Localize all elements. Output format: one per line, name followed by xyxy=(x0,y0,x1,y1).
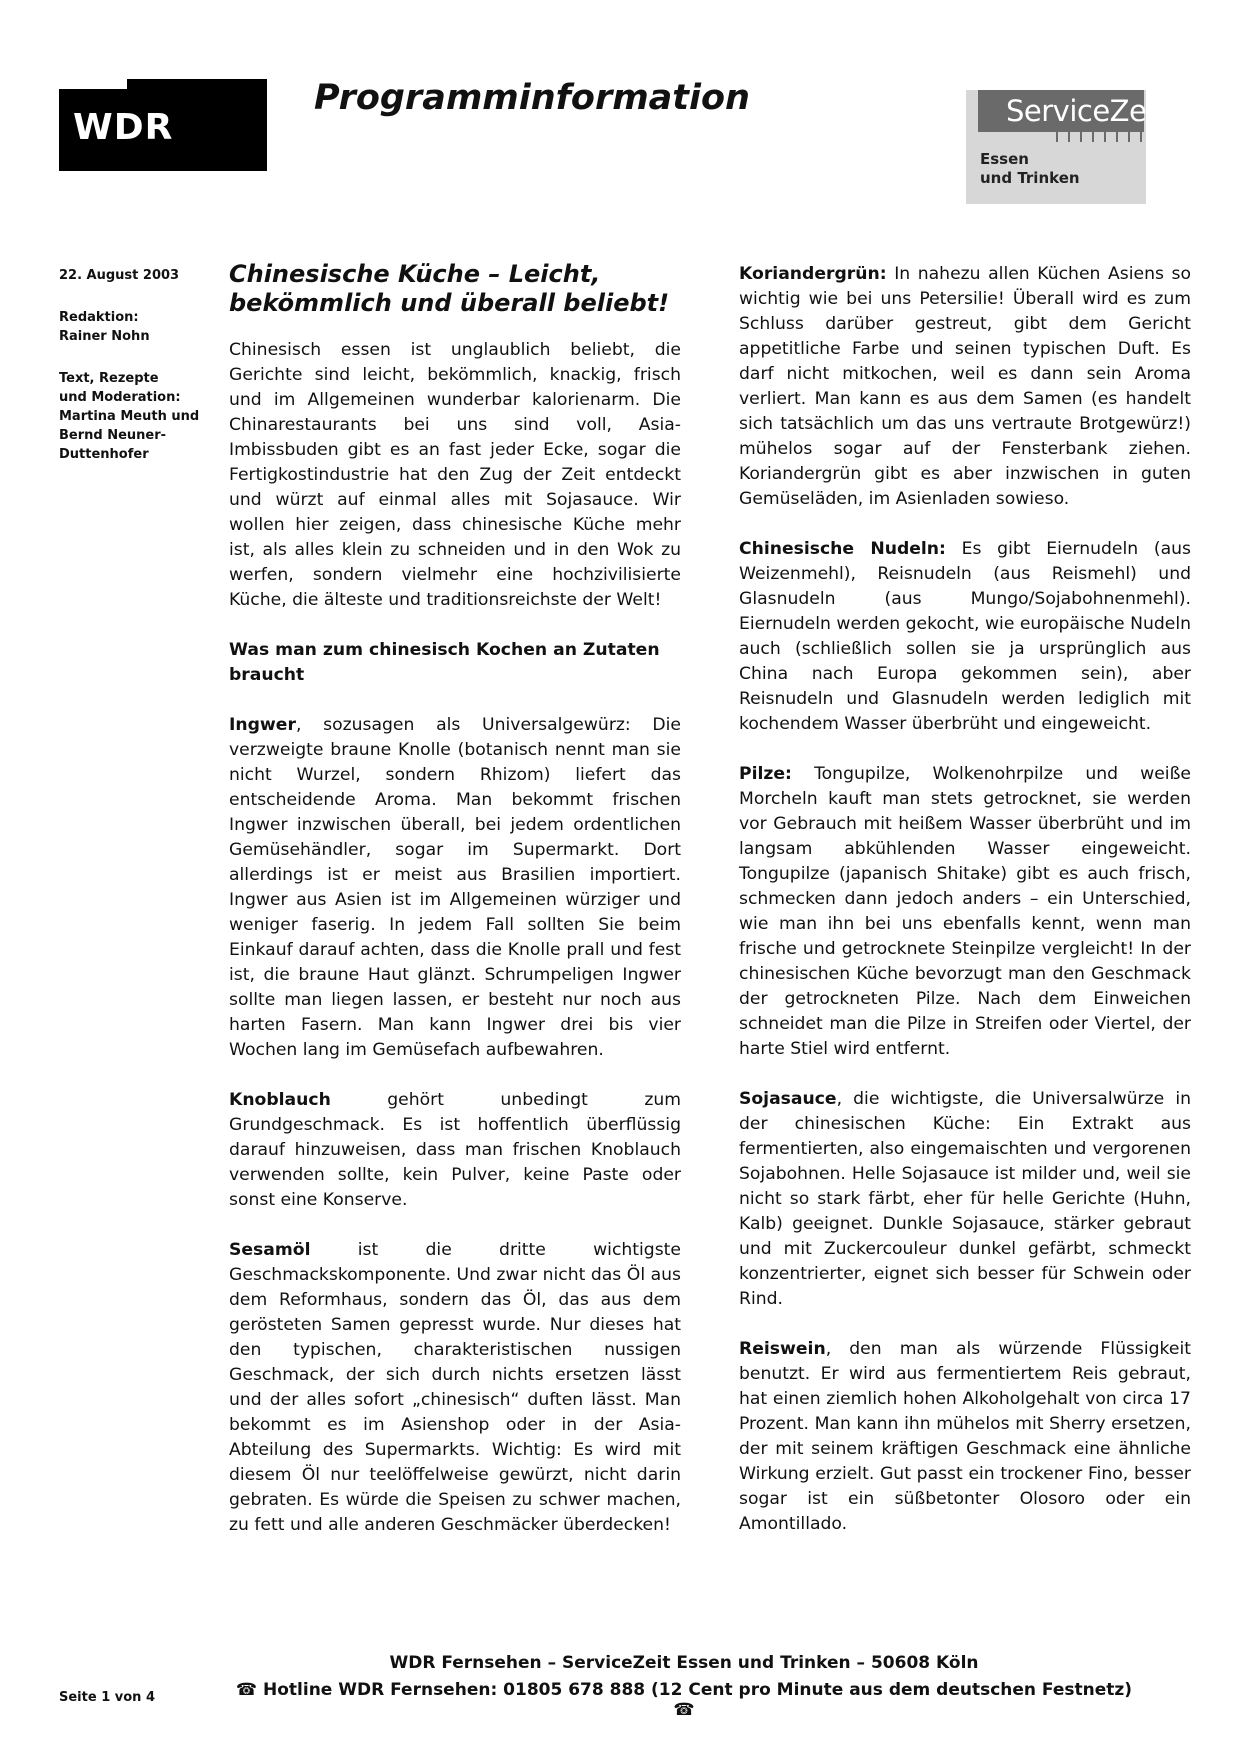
publication-date: 22. August 2003 xyxy=(59,268,180,283)
ingredient-paragraph xyxy=(739,762,1191,1062)
credits-label-1: Text, Rezepte xyxy=(59,371,159,386)
ingredient-paragraph xyxy=(739,1087,1191,1312)
credits-label-2: und Moderation: xyxy=(59,390,181,405)
redaktion-name: Rainer Nohn xyxy=(59,329,150,344)
ingredient-text: , sozusagen als Universalgewürz: Die verzweigte braune Knolle (botanisch nennt man sie nicht Wurzel, sondern Rhizom) liefert das entscheidende Aroma. Man bekommt frischen Ingwer inzwischen überall, bei jedem ordentlichen Gemüsehändler, sogar im Supermarkt. Dort allerdings ist er meist aus Brasilien importiert. Ingwer aus Asien ist im Allgemeinen würziger und weniger faserig. In jedem Fall sollten Sie beim Einkauf darauf achten, dass die Knolle prall und fest ist, die braune Haut glänzt. Schrumpeligen Ingwer sollte man liegen lassen, er besteht nur noch aus harten Fasern. Man kann Ingwer drei bis vier Wochen lang im Gemüsefach aufbewahren. xyxy=(229,715,681,1060)
servicezeit-subtitle-line1: Essen xyxy=(980,150,1029,168)
credits-name-1: Martina Meuth und xyxy=(59,409,200,424)
redaktion-label: Redaktion: xyxy=(59,310,139,325)
article-intro: Chinesisch essen ist unglaublich beliebt, die Gerichte sind leicht, bekömmlich, knackig, frisch und im Allgemeinen wunderbar kalorienarm. Die Chinarestaurants bei uns sind voll, Asia-Imbissbuden gibt es an fast jeder Ecke, sogar die Fertigkostindustrie hat den Zug der Zeit entdeckt und würzt auf einmal alles mit Sojasauce. Wir wollen hier zeigen, dass chinesische Küche mehr ist, als alles klein zu schneiden und in den Wok zu werfen, sondern vielmehr eine hochzivilisierte Küche, die älteste und traditionsreichste der Welt! xyxy=(229,340,681,610)
servicezeit-subtitle-line2: und Trinken xyxy=(980,169,1080,187)
sidebar xyxy=(59,266,209,487)
ingredient-paragraph xyxy=(229,1238,681,1538)
ingredient-paragraph xyxy=(229,1088,681,1213)
ingredient-paragraph xyxy=(739,262,1191,512)
page-number: Seite 1 von 4 xyxy=(59,1690,155,1705)
servicezeit-logo-name: ServiceZeit xyxy=(1006,94,1165,128)
ingredient-paragraph xyxy=(739,537,1191,737)
article-title: Chinesische Küche – Leicht, bekömmlich und überall beliebt! xyxy=(229,260,670,317)
ingredient-term: Koriandergrün: xyxy=(739,264,887,284)
servicezeit-logo-ticks xyxy=(1056,132,1146,142)
ingredient-paragraph xyxy=(229,713,681,1063)
ingredient-text: Es gibt Eiernudeln (aus Weizenmehl), Reisnudeln (aus Reismehl) und Glasnudeln (aus Mungo/Sojabohnenmehl). Eiernudeln werden gekocht, wie europäische Nudeln auch (schließlich sollen sie ja ursprünglich aus China nach Europa gekommen sein), aber Reisnudeln und Glasnudeln werden lediglich mit kochendem Wasser überbrüht und eingeweicht. xyxy=(739,539,1191,734)
ingredient-term: Reiswein xyxy=(739,1339,826,1359)
article-column-left xyxy=(229,262,681,1563)
credits-block xyxy=(59,369,209,464)
wdr-logo-text: WDR xyxy=(73,107,174,148)
ingredient-term: Knoblauch xyxy=(229,1090,331,1110)
ingredient-term: Sojasauce xyxy=(739,1089,837,1109)
ingredient-text: gehört unbedingt zum Grundgeschmack. Es ist hoffentlich überflüssig darauf hinzuweisen, dass man frischen Knoblauch verwenden sollte, kein Pulver, keine Paste oder sonst eine Konserve. xyxy=(229,1090,681,1210)
redaktion-block xyxy=(59,308,209,346)
ingredient-paragraph xyxy=(739,1337,1191,1537)
ingredient-text: , den man als würzende Flüssigkeit benutzt. Er wird aus fermentiertem Reis gebraut, hat einen ziemlich hohen Alkoholgehalt von circa 17 Prozent. Man kann ihn mühelos mit Sherry ersetzen, der mit seinem kräftigen Geschmack eine ähnliche Wirkung erzielt. Gut passt ein trockener Fino, besser sogar ist ein süßbetonter Olosoro oder ein Amontillado. xyxy=(739,1339,1191,1534)
article-subheading: Was man zum chinesisch Kochen an Zutaten braucht xyxy=(229,640,660,685)
page-title: Programminformation xyxy=(314,78,750,118)
ingredient-term: Ingwer xyxy=(229,715,296,735)
article-column-right xyxy=(739,262,1191,1562)
servicezeit-logo xyxy=(966,90,1165,204)
ingredient-text: , die wichtigste, die Universalwürze in der chinesischen Küche: Ein Extrakt aus fermentierten, also eingemaischten und vergorenen Sojabohnen. Helle Sojasauce ist milder und, weil sie nicht so stark färbt, eher für helle Gerichte (Huhn, Kalb) geeignet. Dunkle Sojasauce, stärker gebraut und mit Zuckercouleur dunkel gefärbt, schmeckt konzentrierter, eignet sich besser für Schwein oder Rind. xyxy=(739,1089,1191,1309)
ingredient-term: Sesamöl xyxy=(229,1240,311,1260)
credits-name-3: Duttenhofer xyxy=(59,447,149,462)
servicezeit-logo-subtitle xyxy=(980,150,1080,188)
ingredient-text: Tongupilze, Wolkenohrpilze und weiße Morcheln kauft man stets getrocknet, sie werden vor Gebrauch mit heißem Wasser überbrüht und im langsam abkühlenden Wasser eingeweicht. Tongupilze (japanisch Shitake) gibt es auch frisch, schmecken dann jedoch anders – ein Unterschied, wie man ihn bei uns ebenfalls kennt, wenn man frische und getrocknete Steinpilze vergleicht! In der chinesischen Küche bevorzugt man den Geschmack der getrockneten Pilze. Nach dem Einweichen schneidet man die Pilze in Streifen oder Viertel, der harte Stiel wird entfernt. xyxy=(739,764,1191,1059)
ingredient-text: In nahezu allen Küchen Asiens so wichtig wie bei uns Petersilie! Überall wird es zum Schluss darüber gestreut, gibt dem Gericht appetitliche Farbe und seinen typischen Duft. Es darf nicht mitkochen, weil es dann sein Aroma verliert. Man kann es aus dem Samen (es handelt sich tatsächlich um das uns vertraute Brotgewürz!) mühelos sogar auf der Fensterbank ziehen. Koriandergrün gibt es aber inzwischen in guten Gemüseläden, im Asienladen sowieso. xyxy=(739,264,1191,509)
footer-hotline: ☎ Hotline WDR Fernsehen: 01805 678 888 (12 Cent pro Minute aus dem deutschen Festnetz) ☎ xyxy=(235,1680,1133,1720)
ingredient-text: ist die dritte wichtigste Geschmackskomponente. Und zwar nicht das Öl aus dem Reformhaus, sondern das Öl, das aus dem gerösteten Samen gepresst wurde. Nur dieses hat den typischen, charakteristischen nussigen Geschmack, der sich durch nichts ersetzen lässt und der alles sofort „chinesisch“ duften lässt. Man bekommt es im Asienshop oder in der Asia-Abteilung des Supermarkts. Wichtig: Es wird mit diesem Öl nur teelöffelweise gewürzt, nicht darin gebraten. Es würde die Speisen zu schwer machen, zu fett und alle anderen Geschmäcker überdecken! xyxy=(229,1240,681,1535)
credits-name-2: Bernd Neuner- xyxy=(59,428,167,443)
servicezeit-logo-band xyxy=(978,90,1165,132)
ingredient-term: Chinesische Nudeln: xyxy=(739,539,946,559)
footer-address: WDR Fernsehen – ServiceZeit Essen und Trinken – 50608 Köln xyxy=(389,1653,979,1673)
wdr-logo xyxy=(59,89,267,171)
ingredient-term: Pilze: xyxy=(739,764,792,784)
